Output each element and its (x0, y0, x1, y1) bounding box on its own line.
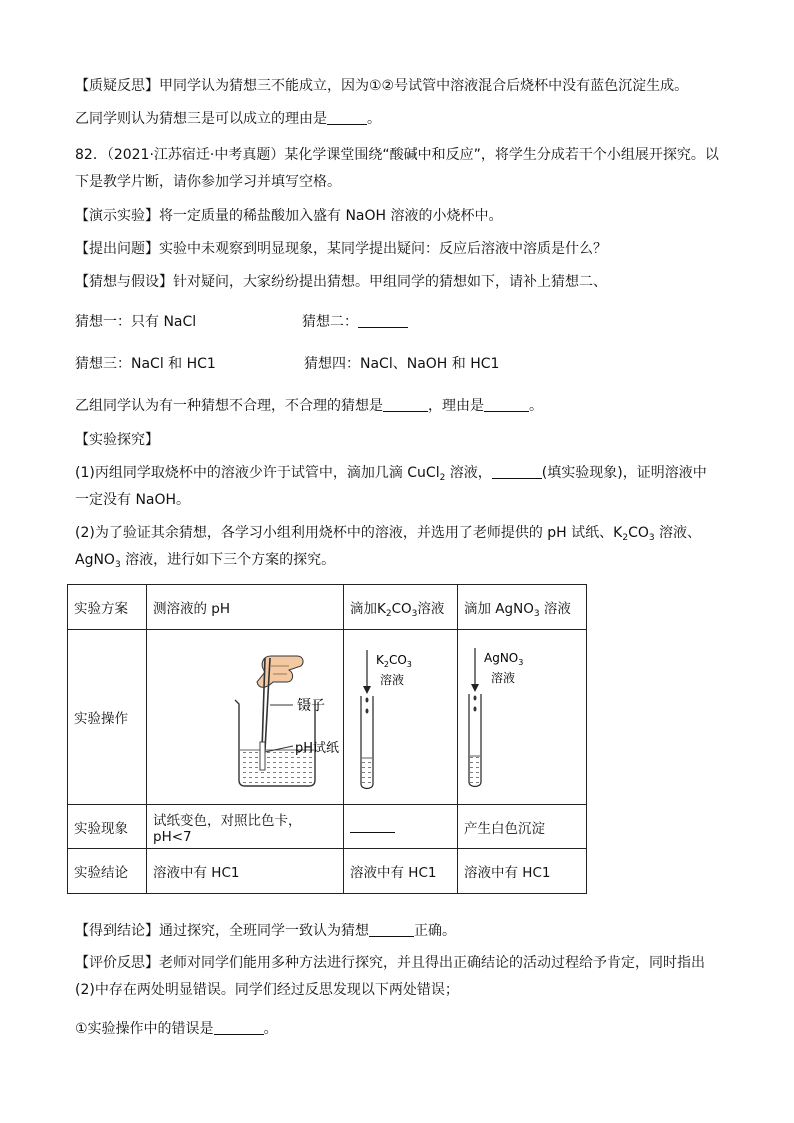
conclusion-agno3: 溶液中有 HC1 (458, 849, 587, 894)
reflection-text: 甲同学认为猜想三不能成立，因为①②号试管中溶液混合后烧杯中没有蓝色沉淀生成。 (159, 78, 689, 94)
row-label: 实验结论 (68, 849, 147, 894)
answer-blank[interactable] (327, 110, 367, 125)
error-one-line: ①实验操作中的错误是 。 (75, 1021, 278, 1037)
demo-text: 将一定质量的稀盐酸加入盛有 NaOH 溶液的小烧杯中。 (159, 208, 503, 224)
guess-text: 针对疑问，大家纷纷提出猜想。甲组同学的猜想如下，请补上猜想二、 (173, 274, 607, 290)
conclusion-line: 【得到结论】通过探究，全班同学一致认为猜想 正确。 (75, 923, 456, 939)
table-header: 测溶液的 pH (147, 585, 344, 630)
guess-label: 【猜想与假设】 (75, 274, 173, 290)
table-row (68, 849, 587, 894)
conclusion-ph: 溶液中有 HC1 (147, 849, 344, 894)
solution-label: 溶液 (380, 673, 405, 687)
explore-step-1: (1)丙组同学取烧杯中的溶液少许于试管中，滴加几滴 CuCl$_2$ 溶液， (填实验现象)，证明溶液中一定没有 NaOH。 (75, 465, 707, 508)
svg-text:K2CO3: $K_2CO_3$ (376, 653, 412, 669)
answer-blank[interactable] (484, 397, 529, 412)
test-tube-image (344, 630, 457, 800)
phenomenon-agno3: 产生白色沉淀 (458, 805, 587, 849)
guess-two: 猜想二： (302, 312, 408, 332)
question-label: 【提出问题】 (75, 241, 159, 257)
answer-blank[interactable] (383, 397, 428, 412)
table-header: 滴加 AgNO$_3$ 溶液 (458, 585, 587, 630)
ph-test-illustration (147, 630, 344, 805)
conclusion-k2co3: 溶液中有 HC1 (344, 849, 458, 894)
question-text: 实验中未观察到明显现象，某同学提出疑问：反应后溶液中溶质是什么？ (159, 241, 607, 257)
phenomenon-ph: 试纸变色，对照比色卡，pH<7 (147, 805, 344, 849)
question-line (75, 239, 607, 259)
explore-label: 【实验探究】 (75, 432, 159, 448)
demo-line (75, 206, 503, 226)
reflection-line (75, 76, 688, 96)
test-tube-image (458, 630, 586, 800)
phenomenon-k2co3 (344, 805, 458, 849)
row-label: 实验方案 (68, 585, 147, 630)
reflection-label: 【质疑反思】 (75, 78, 159, 94)
tweezers-label: 镊子 (297, 698, 325, 714)
yi-group-line: 乙组同学认为有一种猜想不合理，不合理的猜想是 ，理由是 。 (75, 398, 543, 414)
guess-one: 猜想一：只有 NaCl (75, 314, 197, 330)
answer-blank[interactable] (369, 922, 414, 937)
answer-blank[interactable] (350, 818, 395, 833)
beaker-tweezers-image (147, 630, 343, 800)
answer-blank[interactable] (358, 313, 408, 328)
question-82-lead: 82．（2021·江苏宿迁·中考真题）某化学课堂围绕“酸碱中和反应”，将学生分成若干个小组展开探究。以下是教学片断，请你参加学习并填写空格。 (75, 147, 719, 190)
svg-text:AgNO3: AgNO$_3$ (484, 651, 524, 667)
explore-step-2: (2)为了验证其余猜想，各学习小组利用烧杯中的溶液，并选用了老师提供的 pH 试纸、$K_2CO_3$ 溶液、AgNO$_3$ 溶液，进行如下三个方案的探究。 (75, 525, 702, 570)
guess-four: 猜想四：NaCl、NaOH 和 HC1 (304, 356, 500, 372)
agno3-test-illustration (458, 630, 587, 805)
guess-line (75, 272, 607, 292)
table-row (68, 805, 587, 849)
row-label: 实验现象 (68, 805, 147, 849)
k2co3-test-illustration (344, 630, 458, 805)
row-label: 实验操作 (68, 630, 147, 805)
evaluation-paragraph: 【评价反思】老师对同学们能用多种方法进行探究，并且得出正确结论的活动过程给予肯定，同时指出(2)中存在两处明显错误。同学们经过反思发现以下两处错误； (75, 955, 705, 998)
answer-blank[interactable] (492, 464, 542, 479)
yi-reason-text: 乙同学则认为猜想三是可以成立的理由是 (75, 111, 327, 127)
table-row (68, 630, 587, 805)
solution-label: 溶液 (491, 671, 516, 685)
yi-reason-line: 乙同学则认为猜想三是可以成立的理由是 。 (75, 111, 381, 127)
answer-blank[interactable] (214, 1020, 264, 1035)
table-header: 滴加$K_2CO_3$溶液 (344, 585, 458, 630)
guess-three: 猜想三：NaCl 和 HC1 (75, 356, 216, 372)
table-row (68, 585, 587, 630)
demo-label: 【演示实验】 (75, 208, 159, 224)
ph-paper-label: pH试纸 (295, 741, 340, 756)
experiment-table (67, 584, 587, 894)
